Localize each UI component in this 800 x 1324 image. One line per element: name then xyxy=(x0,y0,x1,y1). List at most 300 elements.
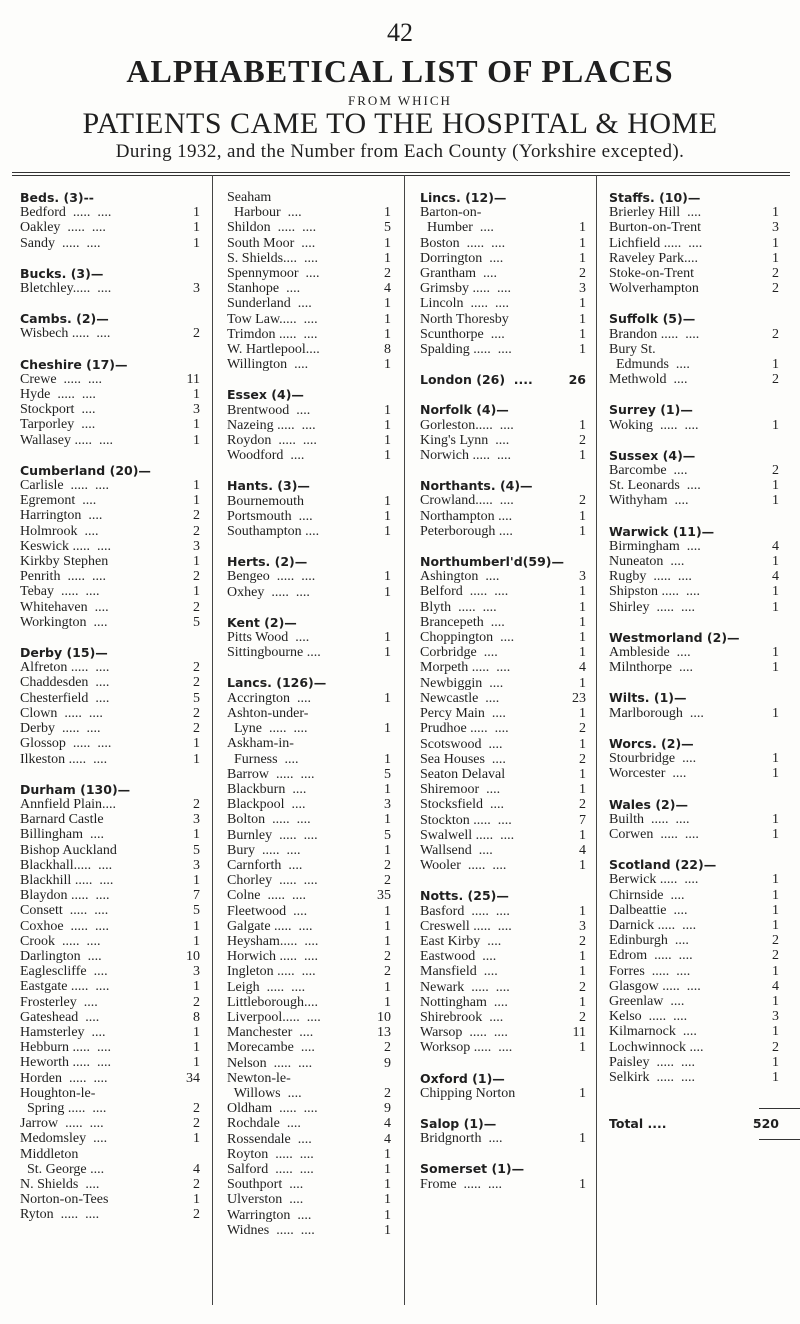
place-row xyxy=(609,933,779,948)
place-row xyxy=(20,1071,200,1086)
place-name: Chaddesden .... xyxy=(20,675,110,691)
patient-count: 1 xyxy=(579,1040,586,1056)
place-row xyxy=(20,949,200,964)
patient-count: 1 xyxy=(772,417,779,433)
place-row xyxy=(420,266,586,281)
place-name: Ilkeston ..... .... xyxy=(20,751,108,767)
county-name: Cambs. (2)— xyxy=(20,311,109,327)
patient-count: 1 xyxy=(384,326,391,342)
place-row xyxy=(20,372,200,387)
place-row xyxy=(20,721,200,736)
place-name: Morpeth ..... .... xyxy=(420,660,511,676)
place-row xyxy=(20,675,200,690)
patient-count: 2 xyxy=(579,979,586,995)
place-row xyxy=(420,236,586,251)
column-4 xyxy=(609,190,779,1147)
place-row xyxy=(227,1040,391,1055)
county-heading xyxy=(20,782,200,797)
place-row xyxy=(20,478,200,493)
place-row xyxy=(227,1025,391,1040)
place-row xyxy=(227,418,391,433)
county-heading xyxy=(609,190,779,205)
county-name: Wilts. (1)— xyxy=(609,690,687,706)
place-row xyxy=(609,979,779,994)
place-name: Roydon ..... .... xyxy=(227,433,317,449)
patient-count: 1 xyxy=(193,872,200,888)
patient-count: 1 xyxy=(384,781,391,797)
patient-count: 1 xyxy=(579,782,586,798)
patient-count: 1 xyxy=(384,508,391,524)
place-row xyxy=(609,493,779,508)
place-row xyxy=(420,752,586,767)
place-name: Ingleton ..... .... xyxy=(227,964,316,980)
place-name: Brentwood .... xyxy=(227,402,311,418)
place-name: North Thoresby xyxy=(420,311,509,327)
place-name: Jarrow ..... .... xyxy=(20,1116,104,1132)
patient-count: 2 xyxy=(579,797,586,813)
place-row xyxy=(20,1192,200,1207)
place-row xyxy=(20,1147,200,1162)
place-row xyxy=(227,569,391,584)
patient-count: 11 xyxy=(572,1025,586,1041)
place-row xyxy=(227,934,391,949)
place-row xyxy=(20,1131,200,1146)
place-name: Forres ..... .... xyxy=(609,963,691,979)
place-name: Birmingham .... xyxy=(609,538,701,554)
county-heading xyxy=(227,675,391,690)
place-name: Tow Law..... .... xyxy=(227,311,318,327)
place-name: Swalwell ..... .... xyxy=(420,827,515,843)
county-name: Scotland (22)— xyxy=(609,857,717,873)
patient-count: 1 xyxy=(193,933,200,949)
patient-count: 1 xyxy=(384,721,391,737)
patient-count: 1 xyxy=(384,1207,391,1223)
patient-count: 1 xyxy=(384,311,391,327)
patient-count: 1 xyxy=(193,979,200,995)
place-row xyxy=(227,220,391,235)
place-name: W. Hartlepool.... xyxy=(227,342,320,358)
patient-count: 1 xyxy=(384,812,391,828)
place-row xyxy=(420,342,586,357)
place-row xyxy=(609,418,779,433)
county-heading xyxy=(609,630,779,645)
place-row xyxy=(420,418,586,433)
place-name: Blackhill ..... .... xyxy=(20,872,114,888)
patient-count: 3 xyxy=(193,857,200,873)
place-name: Lochwinnock .... xyxy=(609,1039,704,1055)
place-name: Gateshead .... xyxy=(20,1009,100,1025)
place-row xyxy=(420,797,586,812)
place-name: Oldham ..... .... xyxy=(227,1101,318,1117)
place-row xyxy=(20,979,200,994)
place-name: Chipping Norton xyxy=(420,1085,516,1101)
spacer xyxy=(420,1056,586,1071)
county-heading xyxy=(227,554,391,569)
patient-count: 1 xyxy=(579,523,586,539)
patient-count: 1 xyxy=(193,827,200,843)
place-name: Shildon ..... .... xyxy=(227,220,317,236)
place-name: Hyde ..... .... xyxy=(20,387,96,403)
place-name: Rugby ..... .... xyxy=(609,569,692,585)
patient-count: 1 xyxy=(384,1192,391,1208)
place-name: Withyham .... xyxy=(609,493,689,509)
place-name: Blackpool .... xyxy=(227,797,306,813)
patient-count xyxy=(186,1147,200,1162)
place-name: Spring ..... .... xyxy=(20,1100,107,1116)
county-name: Northumberl'd(59)— xyxy=(420,554,564,570)
place-name: Medomsley .... xyxy=(20,1131,108,1147)
patient-count: 13 xyxy=(377,1025,391,1041)
patient-count: 2 xyxy=(193,721,200,737)
place-name: Percy Main .... xyxy=(420,706,506,722)
place-row xyxy=(20,812,200,827)
place-row xyxy=(20,995,200,1010)
place-name: Royton ..... .... xyxy=(227,1146,314,1162)
patient-count: 2 xyxy=(193,1176,200,1192)
place-name: Marlborough .... xyxy=(609,705,704,721)
place-row xyxy=(420,281,586,296)
patient-count: 3 xyxy=(579,281,586,297)
county-name: Suffolk (5)— xyxy=(609,311,696,327)
county-heading xyxy=(227,615,391,630)
patient-count: 520 xyxy=(752,1116,779,1132)
patient-count: 1 xyxy=(579,766,586,782)
place-row xyxy=(20,1040,200,1055)
place-row xyxy=(20,1010,200,1025)
place-row xyxy=(227,433,391,448)
patient-count: 1 xyxy=(579,630,586,646)
place-name: Kilmarnock .... xyxy=(609,1024,697,1040)
place-name: Crewe ..... .... xyxy=(20,371,103,387)
total-rule xyxy=(759,1108,800,1109)
place-row xyxy=(227,1056,391,1071)
place-row xyxy=(420,767,586,782)
place-name: Builth ..... .... xyxy=(609,811,690,827)
place-row xyxy=(420,1177,586,1192)
place-name: Derby ..... .... xyxy=(20,721,101,737)
column-2 xyxy=(227,190,391,1238)
place-name: Lincoln ..... .... xyxy=(420,296,510,312)
place-row xyxy=(20,402,200,417)
place-name: Bridgnorth .... xyxy=(420,1131,503,1147)
patient-count: 26 xyxy=(568,372,586,388)
patient-count: 1 xyxy=(193,918,200,934)
county-name: Notts. (25)— xyxy=(420,888,509,904)
place-name: Scotswood .... xyxy=(420,736,503,752)
county-name: London (26) .... xyxy=(420,372,533,388)
place-name: Newark ..... .... xyxy=(420,979,510,995)
place-row xyxy=(227,494,391,509)
place-name: Ashton-under- xyxy=(227,705,309,721)
place-row xyxy=(20,1162,200,1177)
place-row xyxy=(227,448,391,463)
place-row xyxy=(420,813,586,828)
place-row xyxy=(20,919,200,934)
spacer xyxy=(20,251,200,266)
place-name: Coxhoe ..... .... xyxy=(20,918,110,934)
patient-count: 2 xyxy=(193,796,200,812)
place-name: Widnes ..... .... xyxy=(227,1222,315,1238)
place-name: Egremont .... xyxy=(20,493,97,509)
top-rule xyxy=(12,172,790,173)
place-name: Crook ..... .... xyxy=(20,933,101,949)
place-name: Hamsterley .... xyxy=(20,1024,106,1040)
place-name: Furness .... xyxy=(227,751,299,767)
place-row xyxy=(20,797,200,812)
patient-count: 1 xyxy=(384,296,391,312)
place-row xyxy=(420,584,586,599)
place-name: Bengeo ..... .... xyxy=(227,569,316,585)
county-heading xyxy=(20,190,200,205)
place-name: Worksop ..... .... xyxy=(420,1040,513,1056)
patient-count: 1 xyxy=(193,432,200,448)
patient-count: 1 xyxy=(579,342,586,358)
place-row xyxy=(227,843,391,858)
total-rule xyxy=(759,1139,800,1140)
patient-count: 1 xyxy=(384,448,391,464)
place-name: Northampton .... xyxy=(420,508,513,524)
county-heading xyxy=(420,1161,586,1176)
patient-count: 1 xyxy=(579,706,586,722)
place-row xyxy=(609,478,779,493)
spacer xyxy=(420,873,586,888)
place-row xyxy=(227,327,391,342)
patient-count: 35 xyxy=(377,888,391,904)
place-name: Seaham xyxy=(227,190,272,205)
place-row xyxy=(420,433,586,448)
place-row xyxy=(420,676,586,691)
county-heading xyxy=(420,190,586,205)
place-name: Grantham .... xyxy=(420,266,497,282)
patient-count: 1 xyxy=(772,887,779,903)
spacer xyxy=(609,721,779,736)
patient-count: 1 xyxy=(579,1176,586,1192)
patient-count: 1 xyxy=(772,963,779,979)
place-name: Burnley ..... .... xyxy=(227,827,318,843)
place-row xyxy=(609,569,779,584)
place-row xyxy=(609,342,779,357)
column-3 xyxy=(420,190,586,1192)
place-name: Chorley ..... .... xyxy=(227,873,318,889)
place-name: Newbiggin .... xyxy=(420,675,504,691)
patient-count: 4 xyxy=(384,1116,391,1132)
place-name: Glossop ..... .... xyxy=(20,736,112,752)
place-name: Blaydon ..... .... xyxy=(20,888,110,904)
patient-count: 1 xyxy=(772,751,779,767)
place-name: Methwold .... xyxy=(609,372,688,388)
patient-count: 4 xyxy=(579,842,586,858)
county-heading xyxy=(227,387,391,402)
patient-count: 1 xyxy=(772,478,779,494)
place-name: Horwich ..... .... xyxy=(227,949,318,965)
place-row xyxy=(420,691,586,706)
place-name: Fleetwood .... xyxy=(227,903,308,919)
patient-count: 5 xyxy=(193,690,200,706)
patient-count: 1 xyxy=(772,554,779,570)
place-name: Norwich ..... .... xyxy=(420,448,511,464)
place-row xyxy=(227,1132,391,1147)
place-row xyxy=(227,752,391,767)
place-name: Dalbeattie .... xyxy=(609,902,688,918)
place-name: Blackburn .... xyxy=(227,781,307,797)
place-row xyxy=(420,524,586,539)
patient-count: 1 xyxy=(193,220,200,236)
place-row xyxy=(20,873,200,888)
patient-count: 1 xyxy=(384,918,391,934)
county-heading xyxy=(609,736,779,751)
place-row xyxy=(227,1223,391,1238)
county-name: Derby (15)— xyxy=(20,645,108,661)
patient-count: 1 xyxy=(579,326,586,342)
place-name: King's Lynn .... xyxy=(420,432,510,448)
place-name: Stockport .... xyxy=(20,402,96,418)
patient-count: 2 xyxy=(772,266,779,282)
place-row xyxy=(420,919,586,934)
place-row xyxy=(20,387,200,402)
place-row xyxy=(227,281,391,296)
place-row xyxy=(20,1177,200,1192)
place-row xyxy=(20,858,200,873)
patient-count: 8 xyxy=(193,1009,200,1025)
patient-count: 2 xyxy=(193,660,200,676)
patient-count: 2 xyxy=(772,326,779,342)
county-name: Lancs. (126)— xyxy=(227,675,327,691)
place-name: Newcastle .... xyxy=(420,690,500,706)
place-name: Consett ..... .... xyxy=(20,903,109,919)
patient-count: 2 xyxy=(772,948,779,964)
place-name: Barrow ..... .... xyxy=(227,766,315,782)
spacer xyxy=(420,463,586,478)
spacer xyxy=(20,630,200,645)
place-row xyxy=(420,615,586,630)
patient-count: 3 xyxy=(384,797,391,813)
patient-count: 1 xyxy=(193,1192,200,1208)
place-name: Sandy ..... .... xyxy=(20,235,101,251)
place-name: Woodford .... xyxy=(227,448,305,464)
place-row xyxy=(420,251,586,266)
county-heading xyxy=(20,645,200,660)
county-heading xyxy=(609,448,779,463)
patient-count: 1 xyxy=(193,1055,200,1071)
place-name: Liverpool..... .... xyxy=(227,1009,321,1025)
place-row xyxy=(227,630,391,645)
place-row xyxy=(609,1055,779,1070)
county-heading xyxy=(420,402,586,417)
place-row xyxy=(227,873,391,888)
place-name: Creswell ..... .... xyxy=(420,918,512,934)
place-name: Barnard Castle xyxy=(20,812,104,828)
place-row xyxy=(420,1040,586,1055)
patient-count: 1 xyxy=(772,902,779,918)
place-name: Warsop ..... .... xyxy=(420,1025,508,1041)
place-row xyxy=(20,524,200,539)
place-name: Barton-on- xyxy=(420,205,482,221)
spacer xyxy=(609,509,779,524)
patient-count: 2 xyxy=(772,463,779,479)
place-name: Eastwood .... xyxy=(420,949,497,965)
county-heading xyxy=(420,372,586,387)
patient-count: 3 xyxy=(772,1009,779,1025)
place-name: Wooler ..... .... xyxy=(420,858,507,874)
place-row xyxy=(609,948,779,963)
county-name: Worcs. (2)— xyxy=(609,735,694,751)
page-number: 42 xyxy=(387,18,413,47)
patient-count: 3 xyxy=(193,538,200,554)
county-heading xyxy=(20,266,200,281)
place-row xyxy=(20,417,200,432)
place-name: Blackhall..... .... xyxy=(20,857,113,873)
patient-count: 4 xyxy=(772,978,779,994)
spacer xyxy=(609,675,779,690)
place-name: Eaglescliffe .... xyxy=(20,964,108,980)
patient-count: 5 xyxy=(193,614,200,630)
patient-count: 9 xyxy=(384,1101,391,1117)
place-name: Sittingbourne .... xyxy=(227,645,321,661)
place-name: Clown ..... .... xyxy=(20,705,103,721)
county-name: Sussex (4)— xyxy=(609,447,696,463)
patient-count: 2 xyxy=(772,372,779,388)
place-row xyxy=(609,645,779,660)
place-row xyxy=(420,706,586,721)
patient-count: 2 xyxy=(772,1039,779,1055)
spacer xyxy=(420,387,586,402)
patient-count: 1 xyxy=(579,599,586,615)
place-row xyxy=(227,190,391,205)
patient-count: 2 xyxy=(772,933,779,949)
patient-count: 1 xyxy=(579,903,586,919)
patient-count: 2 xyxy=(193,1100,200,1116)
place-row xyxy=(420,1131,586,1146)
patient-count: 1 xyxy=(772,917,779,933)
place-name: Manchester .... xyxy=(227,1025,314,1041)
spacer xyxy=(609,615,779,630)
patient-count: 2 xyxy=(579,266,586,282)
place-row xyxy=(420,828,586,843)
patient-count: 1 xyxy=(384,357,391,373)
patient-count: 1 xyxy=(579,296,586,312)
place-row xyxy=(227,691,391,706)
place-name: Pitts Wood .... xyxy=(227,630,310,646)
patient-count: 1 xyxy=(384,903,391,919)
place-row xyxy=(227,251,391,266)
patient-count: 2 xyxy=(384,949,391,965)
place-row xyxy=(20,1116,200,1131)
place-name: Wisbech ..... .... xyxy=(20,326,111,342)
patient-count: 23 xyxy=(572,690,586,706)
place-row xyxy=(20,1101,200,1116)
county-name: Oxford (1)— xyxy=(420,1070,505,1086)
patient-count: 2 xyxy=(579,1009,586,1025)
patient-count: 2 xyxy=(384,1085,391,1101)
place-name: Choppington .... xyxy=(420,630,515,646)
place-name: Sunderland .... xyxy=(227,296,312,312)
place-row xyxy=(420,645,586,660)
patient-count: 1 xyxy=(772,766,779,782)
patient-count: 1 xyxy=(579,675,586,691)
place-row xyxy=(227,205,391,220)
place-row xyxy=(227,585,391,600)
place-name: Wolverhampton xyxy=(609,281,699,297)
page-title: ALPHABETICAL LIST OF PLACES xyxy=(126,53,674,89)
place-name: Corbridge .... xyxy=(420,645,498,661)
place-row xyxy=(227,1101,391,1116)
place-name: Norton-on-Tees xyxy=(20,1192,109,1208)
place-row xyxy=(609,463,779,478)
county-name: Durham (130)— xyxy=(20,781,131,797)
place-row xyxy=(609,812,779,827)
place-row xyxy=(20,281,200,296)
patient-count: 1 xyxy=(193,1024,200,1040)
